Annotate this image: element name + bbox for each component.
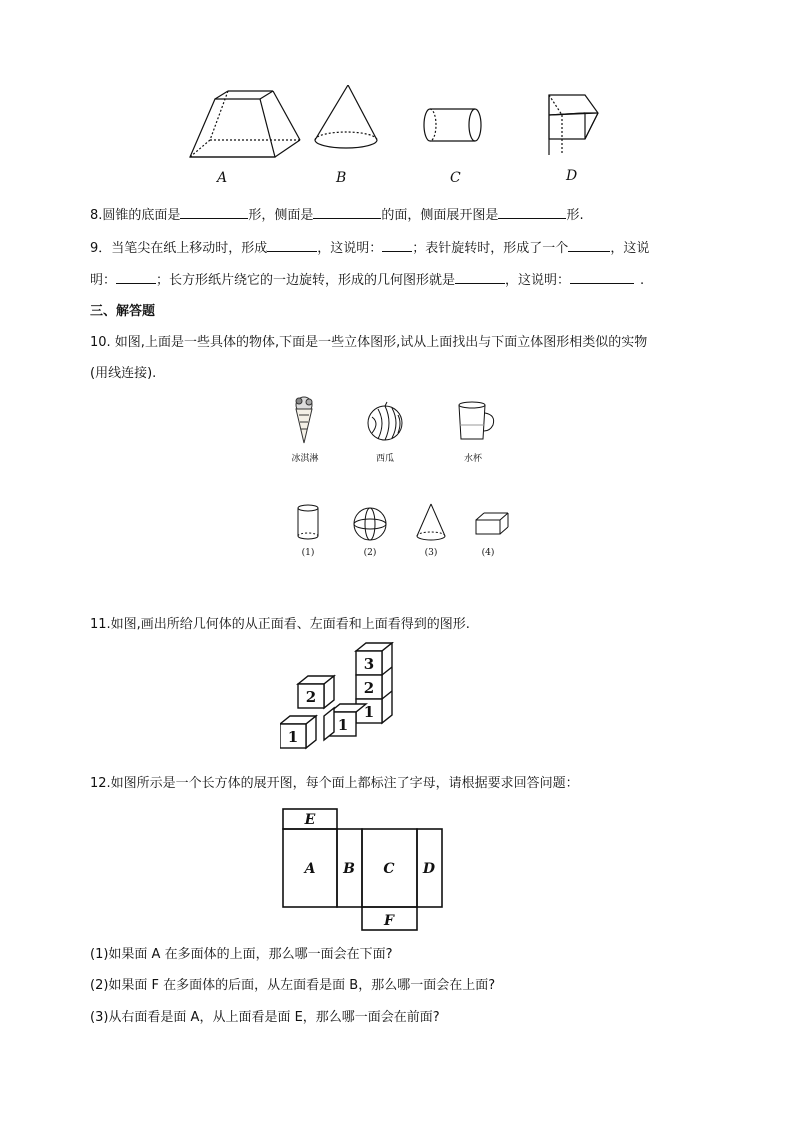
shape-d-prism [549, 95, 598, 155]
solid-sphere-icon [354, 508, 386, 540]
question-12-sub-2: (2)如果面 F 在多面体的后面，从左面看是面 B，那么哪一面会在上面? [90, 978, 496, 993]
solids-svg [290, 502, 520, 544]
cube-label-right-middle: 2 [363, 679, 375, 697]
cubes-svg [280, 642, 400, 758]
ice-cream-icon [296, 397, 312, 443]
cube-label-right-bottom: 1 [363, 703, 375, 721]
shapes-svg [180, 85, 620, 195]
question-12-sub-3: (3)从右面看是面 A，从上面看是面 E，那么哪一面会在前面? [90, 1010, 440, 1025]
question-12-sub-1: (1)如果面 A 在多面体的上面，那么哪一面会在下面? [90, 947, 393, 962]
q8-mid1: 形，侧面是 [248, 208, 314, 223]
question-9-line-1 [90, 240, 649, 258]
question-11: 11.如图,画出所给几何体的从正面看、左面看和上面看得到的图形. [90, 617, 470, 632]
q8-blank-2[interactable] [313, 218, 381, 219]
cube-label-middle: 1 [337, 716, 349, 734]
face-label-b: B [343, 861, 355, 877]
shape-label-a: A [217, 170, 228, 186]
cube-label-right-top: 3 [363, 655, 375, 673]
q9-blank-3[interactable] [568, 251, 610, 252]
object-label-ice-cream: 冰淇淋 [291, 454, 319, 464]
shape-b-cone [315, 85, 377, 148]
q8-blank-1[interactable] [180, 218, 248, 219]
net-svg [282, 808, 444, 932]
section-3-title: 三、解答题 [90, 304, 156, 319]
face-label-d: D [422, 861, 436, 877]
watermelon-icon [368, 402, 402, 440]
shapes-figure [180, 85, 620, 195]
object-label-watermelon: 西瓜 [375, 454, 394, 464]
solid-cone-icon [417, 504, 445, 540]
q8-mid2: 的面，侧面展开图是 [381, 208, 499, 223]
q9-text-1b: ，这说明： [317, 241, 383, 256]
cube-label-front: 1 [287, 728, 299, 746]
shape-label-d: D [566, 168, 578, 184]
solid-label-4: (4) [481, 548, 495, 558]
q9-text-2c: ，这说明： [505, 273, 571, 288]
face-label-f: F [384, 913, 394, 929]
q8-suffix: 形. [566, 208, 584, 223]
shape-a-frustum [190, 91, 300, 157]
q9-blank-6[interactable] [570, 283, 634, 284]
face-label-e: E [304, 812, 316, 828]
face-label-c: C [383, 861, 395, 877]
q9-blank-1[interactable] [267, 251, 317, 252]
q10-solids-figure [290, 502, 520, 544]
q9-text-2d: . [640, 273, 645, 288]
question-10-line-2: (用线连接). [90, 366, 157, 381]
solid-label-1: (1) [301, 548, 315, 558]
solid-label-2: (2) [363, 548, 377, 558]
q9-text-1d: ，这说 [610, 241, 650, 256]
q9-text-1c: ；表针旋转时，形成了一个 [412, 241, 569, 256]
q9-blank-2[interactable] [382, 251, 412, 252]
q9-blank-5[interactable] [455, 283, 505, 284]
q9-blank-4[interactable] [116, 283, 156, 284]
shape-label-c: C [450, 170, 461, 186]
question-10-line-1: 10. 如图,上面是一些具体的物体,下面是一些立体图形,试从上面找出与下面立体图形相类似的实物 [90, 335, 648, 350]
question-12: 12.如图所示是一个长方体的展开图，每个面上都标注了字母，请根据要求回答问题： [90, 776, 579, 791]
q9-text-1a: 9．当笔尖在纸上移动时，形成 [90, 241, 268, 256]
shape-c-cylinder [424, 109, 481, 141]
object-label-cup: 水杯 [463, 454, 482, 464]
solid-cuboid-icon [476, 513, 508, 534]
q12-net-figure [282, 808, 444, 932]
q8-blank-3[interactable] [498, 218, 566, 219]
q10-objects-figure [290, 395, 510, 445]
cube-label-upper-left: 2 [305, 688, 317, 706]
q11-cubes-figure [280, 642, 400, 758]
cup-icon [459, 402, 494, 439]
face-label-a: A [304, 861, 316, 877]
objects-svg [290, 395, 510, 445]
q9-text-2b: ；长方形纸片绕它的一边旋转，形成的几何图形就是 [156, 273, 456, 288]
question-8 [90, 207, 584, 225]
question-9-line-2 [90, 272, 644, 290]
shape-label-b: B [336, 170, 347, 186]
solid-label-3: (3) [424, 548, 438, 558]
q8-prefix: 8.圆锥的底面是 [90, 208, 181, 223]
solid-cylinder-icon [298, 505, 318, 539]
q9-text-2a: 明： [90, 273, 117, 288]
